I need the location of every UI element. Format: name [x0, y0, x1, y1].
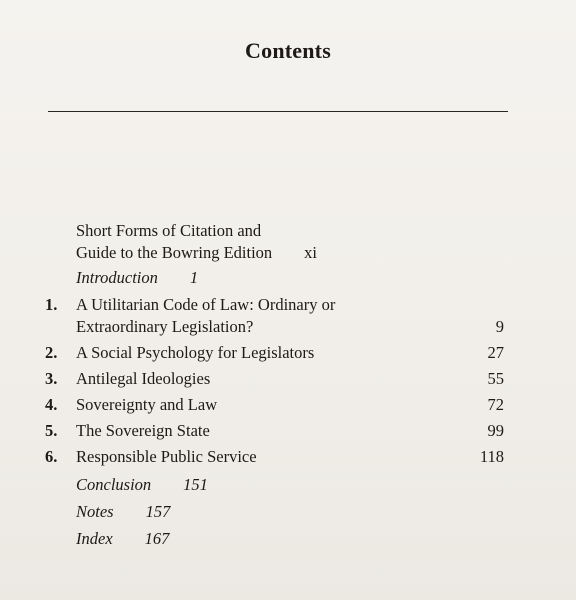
toc-entry-title-wrap	[76, 242, 317, 263]
toc-entry-title: Introduction	[76, 268, 158, 287]
toc-entry-page: 157	[145, 502, 171, 521]
toc-entry-page: 167	[144, 529, 170, 548]
toc-entry-page: 72	[487, 395, 504, 414]
toc-entry-title: A Social Psychology for Legislators	[76, 343, 315, 362]
toc-entry-title-wrap	[76, 474, 208, 495]
toc-entry-page: xi	[304, 243, 317, 262]
toc-entry-page: 118	[479, 447, 504, 466]
toc-entry-title-line2: Guide to the Bowring Edition	[76, 243, 273, 262]
toc-entry-page: 55	[487, 369, 504, 388]
toc-entry-page: 9	[495, 317, 504, 336]
toc-entry-title-wrap	[76, 267, 198, 288]
toc-entry-title: Index	[76, 529, 113, 548]
chapter-number: 3.	[45, 369, 58, 388]
chapter-number: 6.	[45, 447, 58, 466]
toc-entry-page: 151	[183, 475, 208, 494]
toc-entry-title: The Sovereign State	[76, 421, 210, 440]
toc-entry-title-line1: A Utilitarian Code of Law: Ordinary or	[76, 295, 336, 314]
toc-entry-page: 1	[189, 268, 199, 287]
chapter-number: 5.	[45, 421, 58, 440]
toc-entry-title: Notes	[76, 502, 114, 521]
chapter-number: 4.	[45, 395, 58, 414]
toc-entry-title-line1: Short Forms of Citation and	[76, 221, 262, 240]
page-title: Contents	[245, 38, 331, 63]
chapter-number: 2.	[45, 343, 58, 362]
toc-entry-title: Antilegal Ideologies	[76, 369, 211, 388]
toc-entry-page: 27	[487, 343, 504, 362]
toc-entry-title: Responsible Public Service	[76, 447, 257, 466]
toc-entry-title-wrap	[76, 501, 170, 522]
chapter-number: 1.	[45, 295, 58, 314]
toc-entry-title-line2: Extraordinary Legislation?	[76, 317, 254, 336]
toc-entry-title: Sovereignty and Law	[76, 395, 218, 414]
toc-entry-page: 99	[487, 421, 504, 440]
toc-entry-title: Conclusion	[76, 475, 152, 494]
toc-entry-title-wrap	[76, 528, 169, 549]
